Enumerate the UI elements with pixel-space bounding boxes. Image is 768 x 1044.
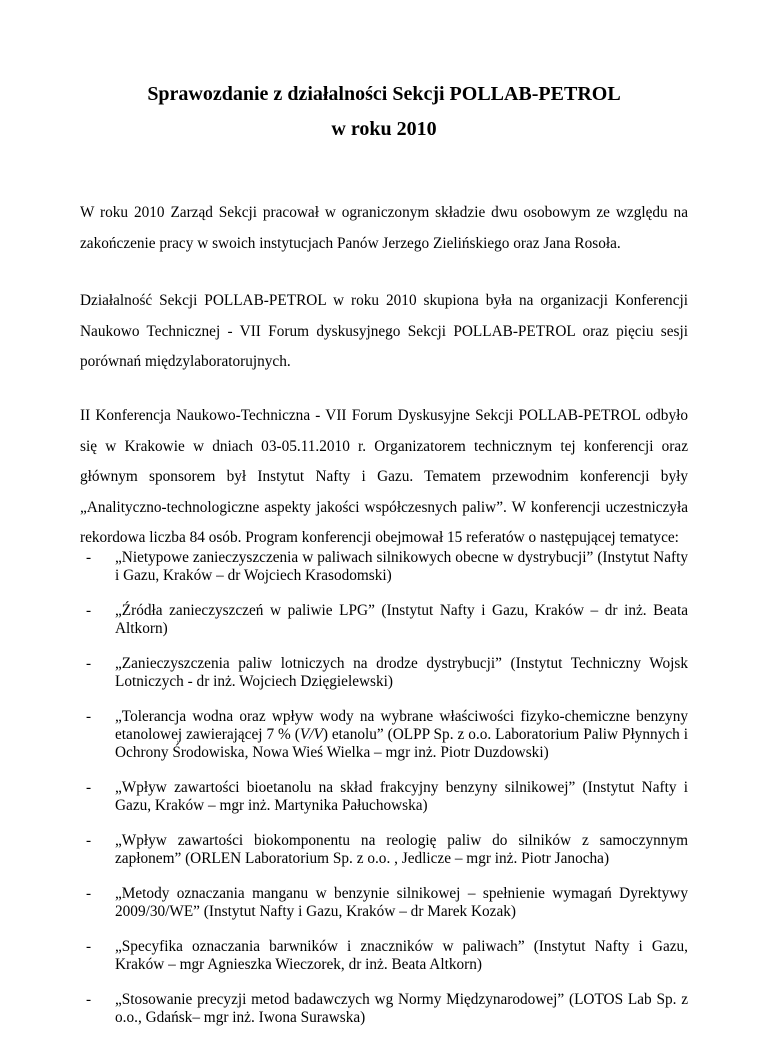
- list-item: [80, 708, 688, 762]
- lecture-list: [80, 549, 688, 1044]
- list-item: [80, 885, 688, 921]
- list-item: [80, 938, 688, 974]
- list-item-text-italic: V/V: [299, 726, 323, 743]
- list-bullet: -: [86, 885, 92, 902]
- list-item-text: „Wpływ zawartości biokomponentu na reologię paliw do silników z samoczynnym zapłonem” (ORLEN Laboratorium Sp. z o.o. , Jedlicze – mgr inż. Piotr Janocha): [115, 832, 688, 867]
- document-subtitle-year: w roku 2010: [331, 118, 437, 140]
- list-bullet: -: [86, 991, 92, 1008]
- list-item: [80, 549, 688, 585]
- document-title: Sprawozdanie z działalności Sekcji POLLAB-PETROL: [147, 83, 621, 105]
- list-item: [80, 655, 688, 691]
- list-item: [80, 602, 688, 638]
- paragraph-conference: II Konferencja Naukowo-Techniczna - VII Forum Dyskusyjne Sekcji POLLAB-PETROL odbyło się w Krakowie w dniach 03-05.11.2010 r. Organizatorem technicznym tej konferencji oraz głównym sponsorem był Instytut Nafty i Gazu. Tematem przewodnim konferencji były „Analityczno-technologiczne aspekty jakości współczesnych paliw”. W konferencji uczestniczyła rekordowa liczba 84 osób. Program konferencji obejmował 15 referatów o następującej tematyce:: [80, 407, 688, 546]
- list-item-text: „Specyfika oznaczania barwników i znaczników w paliwach” (Instytut Nafty i Gazu, Kraków – mgr Agnieszka Wieczorek, dr inż. Beata Altkorn): [115, 938, 688, 973]
- list-item-text-start: „Tolerancja wodna oraz wpływ wody na wybrane właściwości fizyko-chemiczne benzyny etanolowej zawierającej 7 % (: [115, 708, 688, 743]
- list-item: [80, 779, 688, 815]
- list-item-text: „Nietypowe zanieczyszczenia w paliwach silnikowych obecne w dystrybucji” (Instytut Nafty i Gazu, Kraków – dr Wojciech Krasodomski): [115, 549, 688, 584]
- list-item-text-end: ) etanolu” (OLPP Sp. z o.o. Laboratorium Paliw Płynnych i Ochrony Środowiska, Nowa Wieś Wielka – mgr inż. Piotr Duzdowski): [115, 726, 688, 761]
- list-item: [80, 832, 688, 868]
- list-item-text: „Wpływ zawartości bioetanolu na skład frakcyjny benzyny silnikowej” (Instytut Nafty i Gazu, Kraków – mgr inż. Martynika Pałuchowska): [115, 779, 688, 814]
- list-item: [80, 991, 688, 1027]
- paragraph-board: W roku 2010 Zarząd Sekcji pracował w ograniczonym składzie dwu osobowym ze względu na zakończenie pracy w swoich instytucjach Panów Jerzego Zielińskiego oraz Jana Rosoła.: [80, 204, 688, 252]
- list-bullet: -: [86, 779, 92, 796]
- list-bullet: -: [86, 549, 92, 566]
- list-bullet: -: [86, 708, 92, 725]
- list-bullet: -: [86, 938, 92, 955]
- list-bullet: -: [86, 602, 92, 619]
- list-item-text: „Źródła zanieczyszczeń w paliwie LPG” (Instytut Nafty i Gazu, Kraków – dr inż. Beata Altkorn): [115, 602, 688, 637]
- list-item-text: „Stosowanie precyzji metod badawczych wg Normy Międzynarodowej” (LOTOS Lab Sp. z o.o., Gdańsk– mgr inż. Iwona Surawska): [115, 991, 688, 1026]
- list-item-text: „Metody oznaczania manganu w benzynie silnikowej – spełnienie wymagań Dyrektywy 2009/30/WE” (Instytut Nafty i Gazu, Kraków – dr Marek Kozak): [115, 885, 688, 920]
- list-bullet: -: [86, 655, 92, 672]
- list-item-text: „Zanieczyszczenia paliw lotniczych na drodze dystrybucji” (Instytut Techniczny Wojsk Lotniczych - dr inż. Wojciech Dzięgielewski): [115, 655, 688, 690]
- paragraph-activity: Działalność Sekcji POLLAB-PETROL w roku 2010 skupiona była na organizacji Konferencji Naukowo Technicznej - VII Forum dyskusyjnego Sekcji POLLAB-PETROL oraz pięciu sesji porównań międzylaboratorujnych.: [80, 292, 688, 370]
- list-bullet: -: [86, 832, 92, 849]
